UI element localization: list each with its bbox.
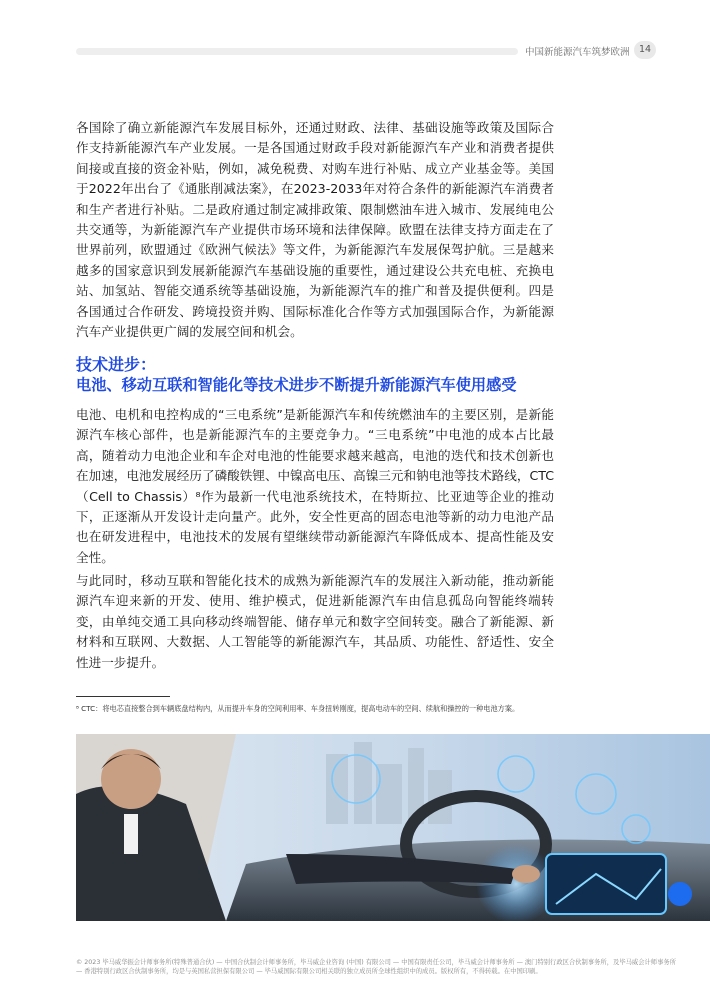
running-header-title: 中国新能源汽车筑梦欧洲 (525, 47, 630, 58)
footnote-divider (76, 696, 170, 697)
section-title: 技术进步： (76, 355, 157, 374)
legal-copyright-notice: © 2023 毕马威华振会计师事务所(特殊普通合伙) — 中国合伙制会计师事务所，毕马威企业咨询 (中国) 有限公司 — 中国有限责任公司，毕马威会计师事务所 — 澳门特别行政区合伙制事务所，及毕马威会计师事务所 — 香港特别行政区合伙制事务所，均是与英国私营担保有限公司 — 毕马威国际有限公司相关联的独立成员所全球性组织中的成员。版权所有，不得转载。在中国印刷。 (76, 959, 676, 975)
footnote-ctc: ⁸ CTC：将电芯直接整合到车辆底盘结构内，从而提升车身的空间利用率、车身扭转刚度，提高电动车的空间、续航和操控的一种电池方案。 (76, 704, 520, 713)
body-paragraph-policy: 各国除了确立新能源汽车发展目标外，还通过财政、法律、基础设施等政策及国际合作支持新能源汽车产业发展。一是各国通过财政手段对新能源汽车产业和消费者提供间接或直接的资金补贴，例如，减免税费、对购车进行补贴、成立产业基金等。美国于2022年出台了《通胀削减法案》，在2023-2033年对符合条件的新能源汽车消费者和生产者进行补贴。二是政府通过制定减排政策、限制燃油车进入城市、发展纯电公共交通等，为新能源汽车产业提供市场环境和法律保障。欧盟在法律支持方面走在了世界前列，欧盟通过《欧洲气候法》等文件，为新能源汽车发展保驾护航。三是越来越多的国家意识到发展新能源汽车基础设施的重要性，通过建设公共充电桩、充换电站、加氢站、智能交通系统等基础设施，为新能源汽车的推广和普及提供便利。四是各国通过合作研发、跨境投资并购、国际标准化合作等方式加强国际合作，为新能源汽车产业提供更广阔的发展空间和机会。 (76, 120, 554, 340)
page-number-badge: 14 (634, 41, 656, 59)
body-paragraph-battery: 电池、电机和电控构成的“三电系统”是新能源汽车和传统燃油车的主要区别，是新能源汽车核心部件，也是新能源汽车的主要竞争力。“三电系统”中电池的成本占比最高，随着动力电池企业和车企对电池的性能要求越来越高，电池的迭代和技术创新也在加速，电池发展经历了磷酸铁锂、中镍高电压、高镍三元和钠电池等技术路线，CTC（Cell to Chassis）⁸作为最新一代电池系统技术，在特斯拉、比亚迪等企业的推动下，正逐渐从开发设计走向量产。此外，安全性更高的固态电池等新的动力电池产品也在研发进程中，电池技术的发展有望继续带动新能源汽车降低成本、提高性能及安全性。 (76, 407, 554, 565)
section-subtitle: 电池、移动互联和智能化等技术进步不断提升新能源汽车使用感受 (76, 376, 517, 394)
body-paragraph-connectivity: 与此同时，移动互联和智能化技术的成熟为新能源汽车的发展注入新动能，推动新能源汽车迎来新的开发、使用、维护模式，促进新能源汽车由信息孤岛向智能终端转变，由单纯交通工具向移动终端智能、储存单元和数字空间转变。融合了新能源、新材料和互联网、大数据、人工智能等的新能源汽车，其品质、功能性、舒适性、安全性进一步提升。 (76, 573, 554, 670)
header-rule (76, 48, 518, 55)
driver-touchscreen-photo (76, 734, 710, 921)
